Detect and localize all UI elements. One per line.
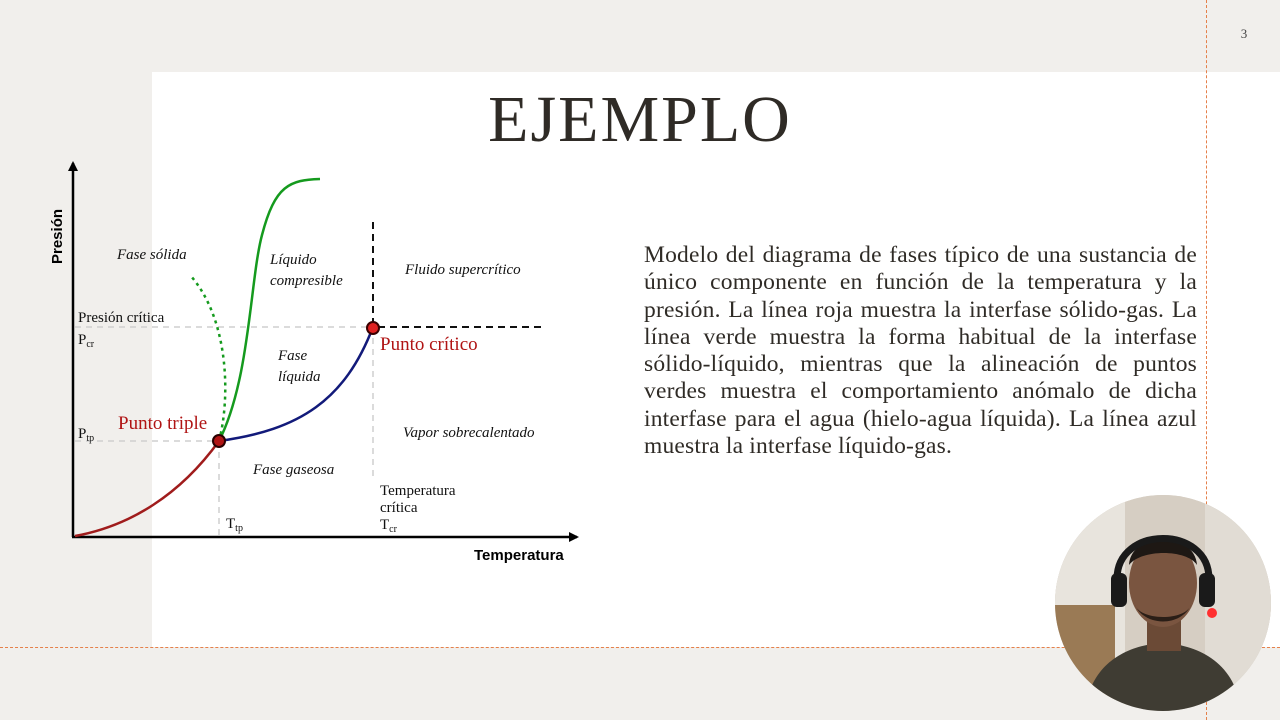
solid-liquid-curve (219, 179, 320, 441)
critical-pressure-label: Presión crítica (78, 310, 165, 326)
t-tp-label: $T_{tp}$ (226, 516, 243, 534)
description-text: Modelo del diagrama de fases típico de una sustancia de único componente en función de la temperatura y la presión. La línea roja muestra la interfase sólido-gas. La línea verde muestra la forma habitual de la interfase sólido-líquido, mientras que la alineación de puntos verdes muestra el comportamiento anómalo de dicha interfase para el agua (hielo-agua líquida). La línea azul muestra la interfase líquido-gas. (644, 242, 1197, 460)
x-axis-label: Temperatura (474, 547, 564, 564)
critical-point-marker (367, 322, 379, 334)
critical-temperature-label-2: crítica (380, 500, 418, 516)
solid-gas-curve (75, 441, 219, 536)
webcam-overlay (1055, 495, 1271, 711)
p-tp-label: $P_{tp}$ (78, 426, 95, 444)
triple-point-label: Punto triple (118, 413, 208, 434)
presenter-silhouette-icon (1055, 495, 1271, 711)
p-cr-label: $P_{cr}$ (78, 332, 95, 350)
t-cr-label: $T_{cr}$ (380, 517, 397, 535)
solid-phase-label: Fase sólida (117, 247, 187, 263)
superheated-vapor-label: Vapor sobrecalentado (403, 425, 535, 441)
triple-point-marker (213, 435, 225, 447)
liquid-phase-label-1: Fase (278, 348, 308, 364)
slide-title: EJEMPLO (488, 83, 792, 156)
supercritical-fluid-label: Fluido supercrítico (405, 262, 521, 278)
page-number: 3 (1240, 26, 1248, 41)
compressible-liquid-label-1: Líquido (270, 252, 317, 268)
critical-temperature-label-1: Temperatura (380, 483, 456, 499)
compressible-liquid-label-2: compresible (270, 273, 343, 289)
critical-point-label: Punto crítico (380, 334, 478, 355)
y-axis-label: Presión (49, 208, 66, 264)
liquid-phase-label-2: líquida (278, 369, 321, 385)
gas-phase-label: Fase gaseosa (253, 462, 335, 478)
